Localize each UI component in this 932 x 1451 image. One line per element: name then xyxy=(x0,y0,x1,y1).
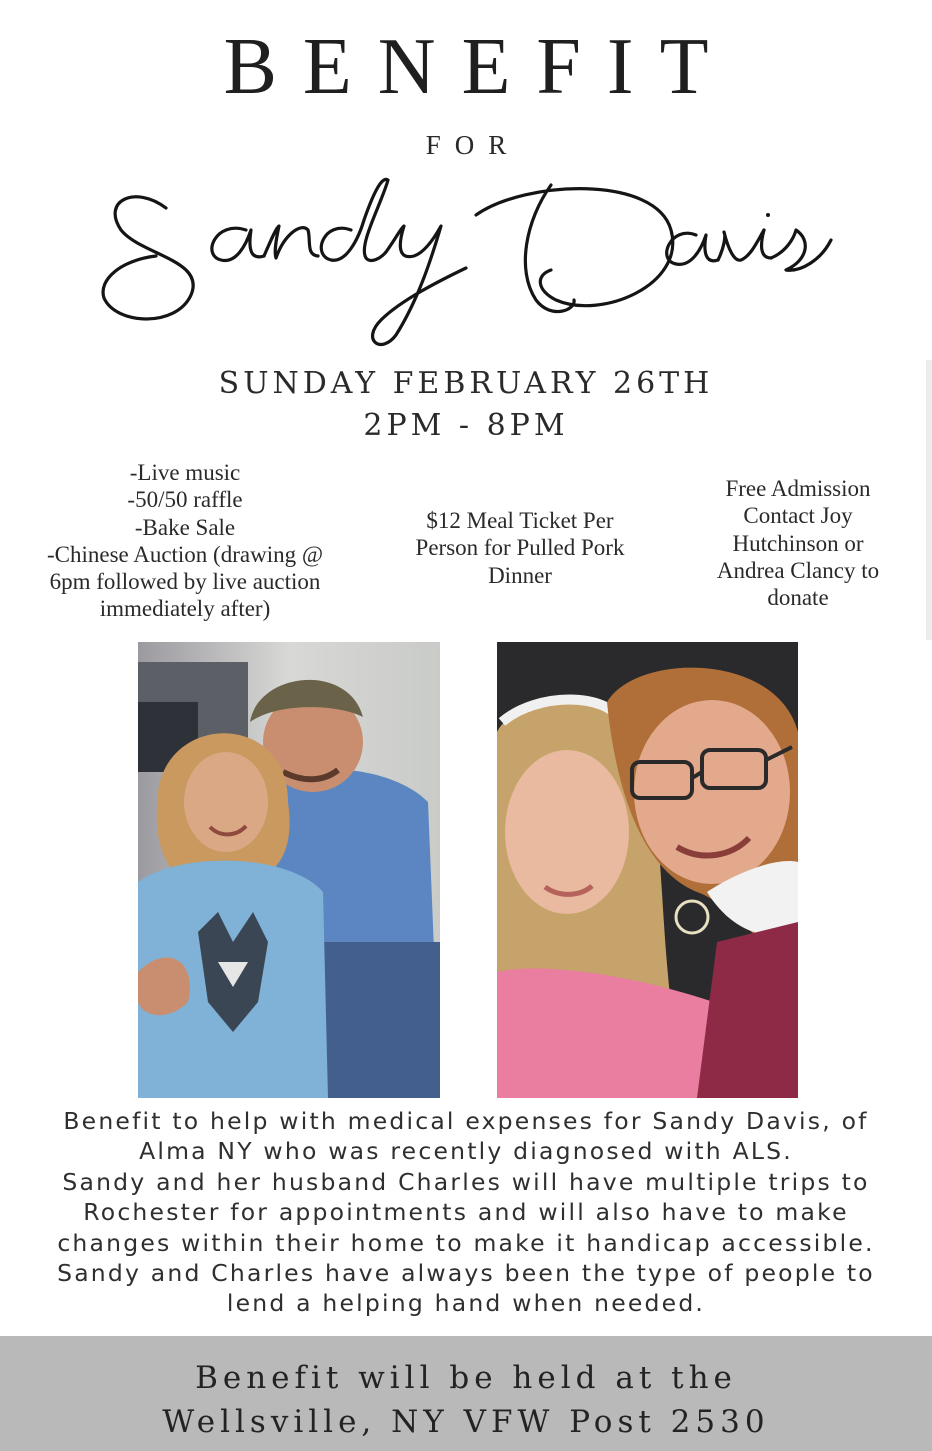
flyer-subtitle-for: FOR xyxy=(425,130,521,160)
meal-line: $12 Meal Ticket Per xyxy=(426,508,614,533)
venue-line: Benefit will be held at the xyxy=(195,1360,737,1396)
photo-couple xyxy=(138,642,440,1098)
description-line: Alma NY who was recently diagnosed with ALS. xyxy=(139,1137,793,1166)
meal-line: Dinner xyxy=(488,562,552,588)
venue-footer xyxy=(0,1336,932,1451)
event-date: SUNDAY FEBRUARY 26TH xyxy=(218,366,714,401)
page-edge-shadow xyxy=(926,360,932,640)
meal-ticket-info xyxy=(380,507,660,589)
activity-line: 6pm followed by live auction xyxy=(49,569,321,595)
description-line: Rochester for appointments and will also have to make xyxy=(83,1198,849,1227)
activity-line: -50/50 raffle xyxy=(127,487,243,513)
admission-line: donate xyxy=(767,585,829,611)
admission-line: Andrea Clancy to xyxy=(716,557,880,583)
activity-line: -Live music xyxy=(129,460,241,485)
description-line: Sandy and her husband Charles will have multiple trips to xyxy=(62,1167,870,1196)
honoree-name-script xyxy=(96,160,836,350)
event-time: 2PM - 8PM xyxy=(363,408,569,443)
admission-line: Hutchinson or xyxy=(732,530,864,556)
venue-line: Wellsville, NY VFW Post 2530 xyxy=(162,1404,770,1440)
activities-list xyxy=(10,459,360,623)
admission-info xyxy=(678,475,918,611)
activity-line: -Bake Sale xyxy=(134,514,236,540)
admission-line: Free Admission xyxy=(725,476,871,501)
description-line: changes within their home to make it handicap accessible. xyxy=(57,1228,875,1257)
description-line: Benefit to help with medical expenses for Sandy Davis, of xyxy=(63,1107,869,1135)
meal-line: Person for Pulled Pork xyxy=(415,535,625,561)
photo-mother-daughter xyxy=(497,642,798,1098)
description-line: lend a helping hand when needed. xyxy=(226,1289,706,1318)
activity-line: -Chinese Auction (drawing @ xyxy=(46,541,324,567)
benefit-description xyxy=(20,1106,912,1319)
admission-line: Contact Joy xyxy=(743,503,853,529)
description-line: Sandy and Charles have always been the type of people to xyxy=(57,1259,875,1288)
activity-line: immediately after) xyxy=(99,596,271,622)
flyer-title: BENEFIT xyxy=(223,23,735,111)
